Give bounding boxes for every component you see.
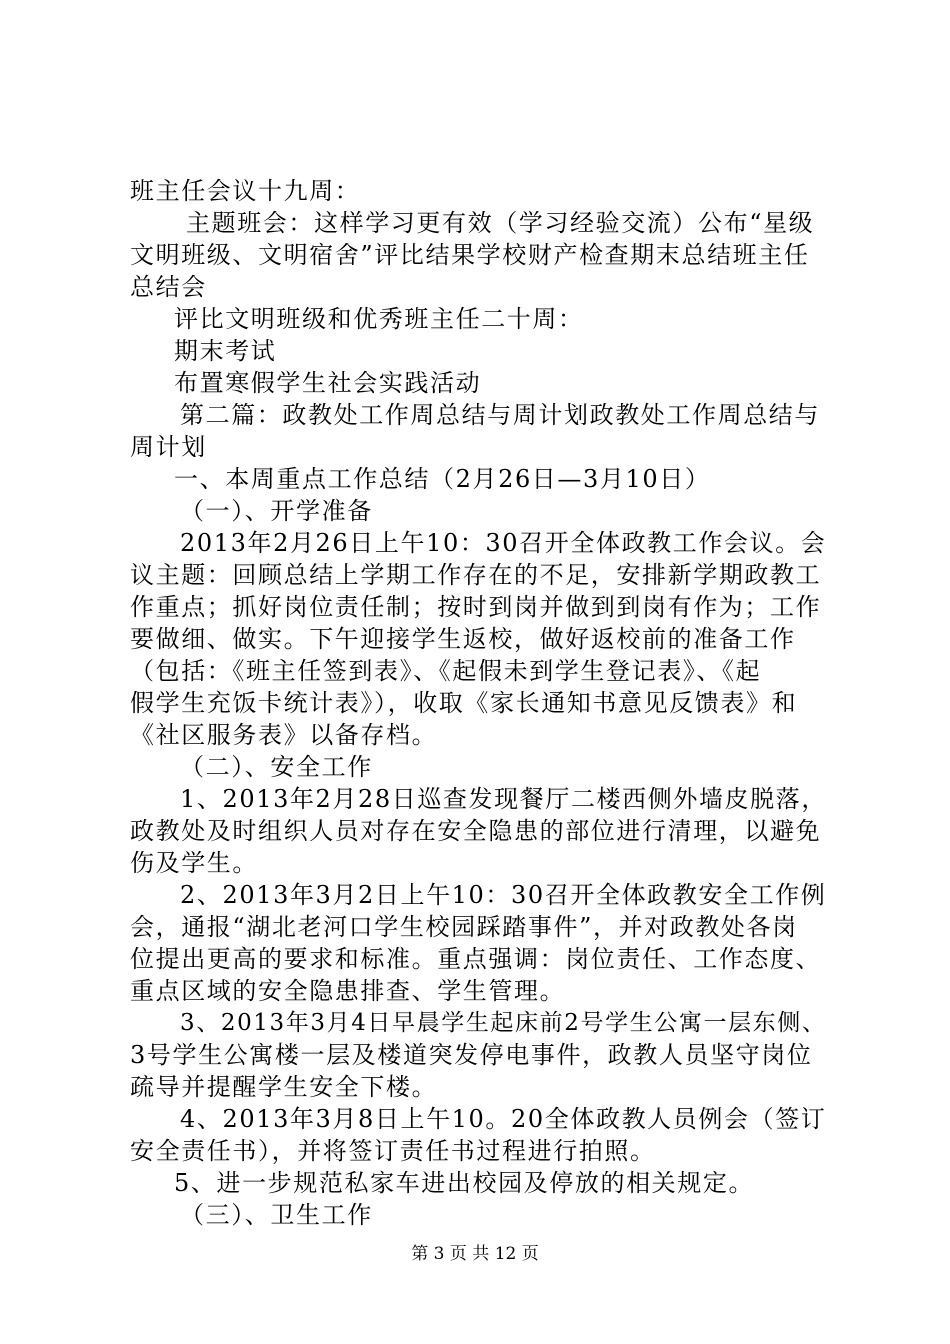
document-line: 期末考试 — [174, 337, 277, 365]
document-line: 总结会 — [130, 273, 207, 301]
document-line: 伤及学生。 — [130, 849, 258, 877]
document-body — [130, 175, 830, 1231]
document-line: 位提出更高的要求和标准。重点强调：岗位责任、工作态度、 — [130, 945, 822, 973]
document-line: 2013年2月26日上午10：30召开全体政教工作会议。会 — [180, 529, 827, 557]
document-line: 假学生充饭卡统计表》），收取《家长通知书意见反馈表》和 — [130, 689, 798, 717]
document-line: 主题班会：这样学习更有效（学习经验交流）公布“星级 — [186, 209, 815, 237]
document-line: 重点区域的安全隐患排查、学生管理。 — [130, 977, 566, 1005]
document-line: （一）、开学准备 — [180, 497, 373, 525]
document-line: 3号学生公寓楼一层及楼道突发停电事件，政教人员坚守岗位 — [130, 1041, 813, 1069]
document-line: 一、本周重点工作总结（2月26日—3月10日） — [174, 465, 711, 493]
document-line: 安全责任书），并将签订责任书过程进行拍照。 — [130, 1137, 656, 1165]
document-line: 班主任会议十九周： — [130, 177, 361, 205]
document-line: （二）、安全工作 — [180, 753, 373, 781]
document-line: 会，通报“湖北老河口学生校园踩踏事件”，并对政教处各岗 — [130, 913, 798, 941]
document-line: 周计划 — [130, 433, 207, 461]
document-line: 《社区服务表》以备存档。 — [130, 721, 438, 749]
document-line: 1、2013年2月28日巡查发现餐厅二楼西侧外墙皮脱落， — [180, 785, 827, 813]
document-line: 3、2013年3月4日早晨学生起床前2号学生公寓一层东侧、 — [180, 1010, 827, 1036]
document-line: 作重点；抓好岗位责任制；按时到岗并做到到岗有作为；工作 — [130, 593, 822, 621]
document-line: 文明班级、文明宿舍”评比结果学校财产检查期末总结班主任 — [130, 241, 810, 269]
document-line: 布置寒假学生社会实践活动 — [174, 369, 482, 397]
document-line: 议主题：回顾总结上学期工作存在的不足，安排新学期政教工 — [130, 561, 822, 589]
document-line: 5、进一步规范私家车进出校园及停放的相关规定。 — [174, 1169, 755, 1197]
document-line: 第二篇：政教处工作周总结与周计划政教处工作周总结与 — [180, 401, 820, 429]
document-line: 4、2013年3月8日上午10。20全体政教人员例会（签订 — [180, 1105, 827, 1133]
document-line: （包括：《班主任签到表》、《起假未到学生登记表》、《起 — [130, 657, 762, 685]
document-line: 要做细、做实。下午迎接学生返校，做好返校前的准备工作 — [130, 625, 796, 653]
document-line: （三）、卫生工作 — [180, 1201, 373, 1229]
document-line: 政教处及时组织人员对存在安全隐患的部位进行清理，以避免 — [130, 817, 822, 845]
document-line: 2、2013年3月2日上午10：30召开全体政教安全工作例 — [180, 881, 827, 909]
document-line: 疏导并提醒学生安全下楼。 — [130, 1073, 438, 1101]
page-footer: 第 3 页 共 12 页 — [411, 1244, 539, 1264]
document-line: 评比文明班级和优秀班主任二十周： — [174, 305, 584, 333]
